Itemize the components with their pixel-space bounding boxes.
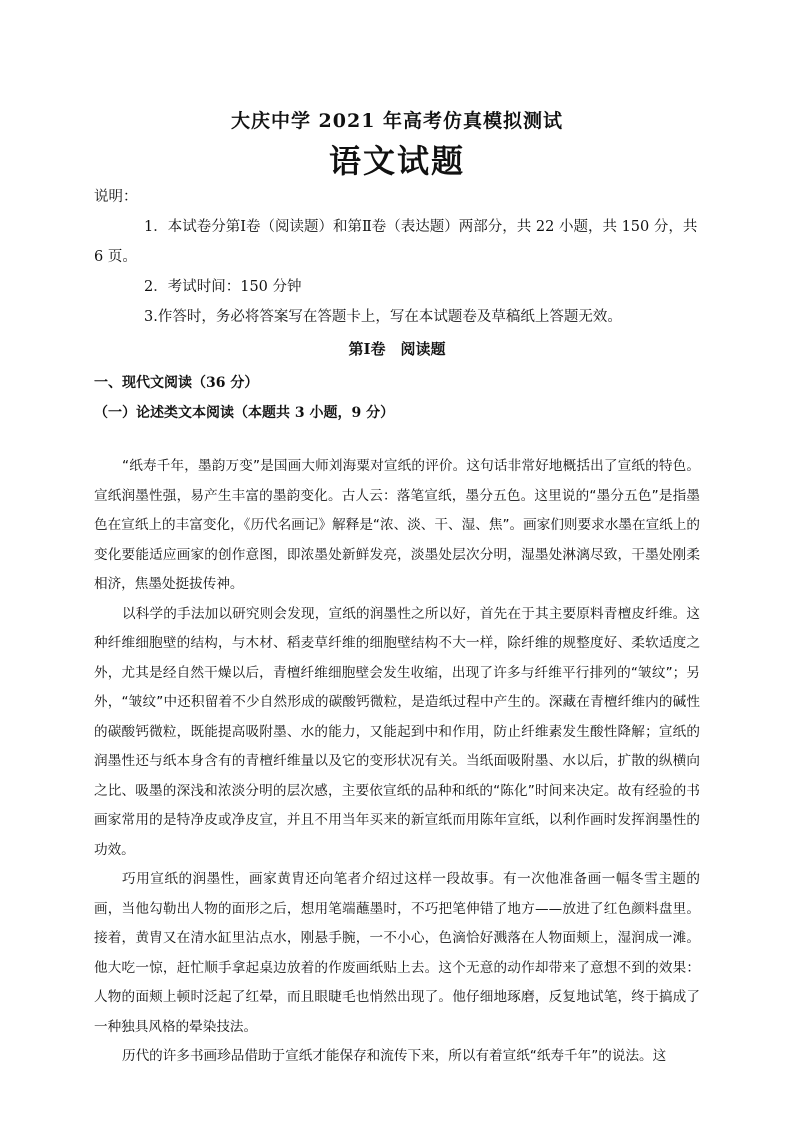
passage-paragraph: 巧用宣纸的润墨性，画家黄胄还向笔者介绍过这样一段故事。有一次他准备画一幅冬雪主题的画，当他勾勒出人物的面形之后，想用笔端蘸墨时，不巧把笔伸错了地方——放进了红色颜料盘里。接着，黄胄又在清水缸里沾点水，刚悬手腕，一不小心，色滴恰好溅落在人物面颊上，湿润成一滩。他大吃一惊，赶忙顺手拿起桌边放着的作废画纸贴上去。这个无意的动作却带来了意想不到的效果：人物的面颊上顿时泛起了红晕，而且眼睫毛也悄然出现了。他仔细地琢磨，反复地试笔，终于搞成了一种独具风格的晕染技法。: [94, 871, 700, 1035]
subsection-title: （一）论述类文本阅读（本题共 3 小题，9 分）: [94, 405, 395, 421]
exam-title: 大庆中学 2021 年高考仿真模拟测试: [230, 110, 564, 132]
passage-paragraph: 以科学的手法加以研究则会发现，宣纸的润墨性之所以好，首先在于其主要原料青檀皮纤维。这种纤维细胞壁的结构，与木材、稻麦草纤维的细胞壁结构不大一样，除纤维的规整度好、柔软适度之外，尤其是经自然干燥以后，青檀纤维细胞壁会发生收缩，出现了许多与纤维平行排列的“皱纹”；另外，“皱纹”中还积留着不少自然形成的碳酸钙微粒，是造纸过程中产生的。深藏在青檀纤维内的碱性的碳酸钙微粒，既能提高吸附墨、水的能力，又能起到中和作用，防止纤维素发生酸性降解；宣纸的润墨性还与纸本身含有的青檀纤维量以及它的变形状况有关。当纸面吸附墨、水以后，扩散的纵横向之比、吸墨的深浅和浓淡分明的层次感，主要依宣纸的品种和纸的“陈化”时间来决定。故有经验的书画家常用的是特净皮或净皮宣，并且不用当年买来的新宣纸而用陈年宣纸，以利作画时发挥润墨性的功效。: [94, 605, 700, 858]
instructions: [94, 182, 700, 332]
reading-passage: [94, 452, 700, 1072]
instructions-label: 说明：: [94, 189, 138, 205]
instruction-item: 2．考试时间：150 分钟: [144, 279, 302, 295]
part-title: 一、现代文阅读（36 分）: [94, 375, 259, 391]
instruction-item: 3.作答时，务必将答案写在答题卡上，写在本试题卷及草稿纸上答题无效。: [144, 309, 622, 325]
subject-title: 语文试题: [328, 142, 465, 180]
passage-paragraph: 历代的许多书画珍品借助于宣纸才能保存和流传下来，所以有着宣纸“纸寿千年”的说法。这: [122, 1048, 667, 1064]
section-title: 第Ⅰ卷 阅读题: [348, 340, 446, 358]
instruction-item: 1．本试卷分第Ⅰ卷（阅读题）和第Ⅱ卷（表达题）两部分，共 22 小题，共 150 分，共 6 页。: [94, 219, 698, 265]
passage-paragraph: “纸寿千年，墨韵万变”是国画大师刘海粟对宣纸的评价。这句话非常好地概括出了宣纸的特色。宣纸润墨性强，易产生丰富的墨韵变化。古人云：落笔宣纸，墨分五色。这里说的“墨分五色”是指墨色在宣纸上的丰富变化，《历代名画记》解释是“浓、淡、干、湿、焦”。画家们则要求水墨在宣纸上的变化要能适应画家的创作意图，即浓墨处新鲜发亮，淡墨处层次分明，湿墨处淋漓尽致，干墨处刚柔相济，焦墨处挺拔传神。: [94, 458, 700, 592]
